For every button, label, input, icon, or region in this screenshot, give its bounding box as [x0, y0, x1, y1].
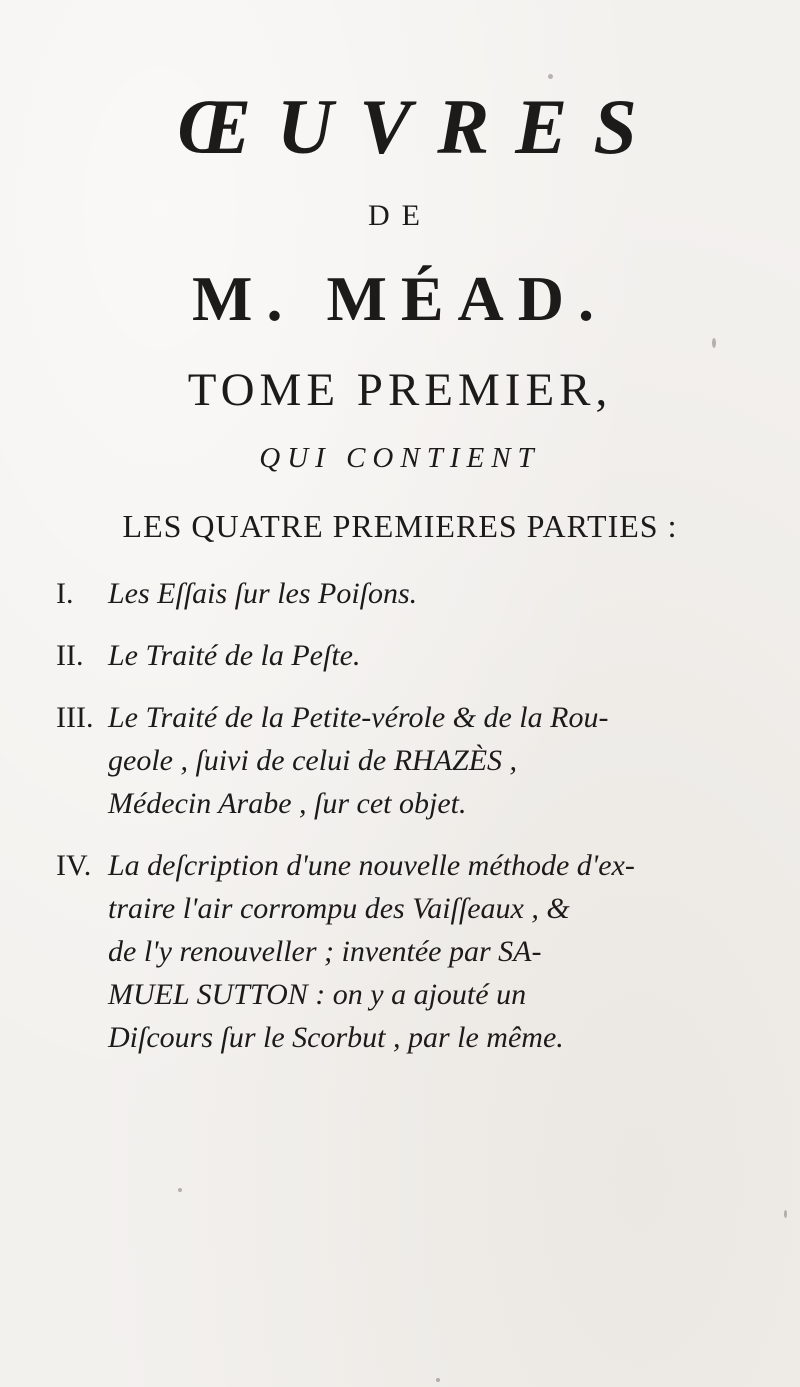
title-preposition: DE: [368, 199, 432, 232]
entry-line: traire l'air corrompu des Vaiſſeaux , &: [108, 892, 570, 925]
contains-heading: QUI CONTIENT: [259, 442, 541, 474]
paper-speck: [178, 1188, 182, 1192]
entry-text: [108, 634, 746, 677]
entry-line: Les Eſſais ſur les Poiſons.: [108, 577, 418, 610]
entry-line: Diſcours ſur le Scorbut , par le même.: [108, 1021, 564, 1054]
entry-line: de l'y renouveller ; inventée par SA-: [108, 935, 542, 968]
contents-entry: [56, 572, 746, 615]
entry-line: MUEL SUTTON : on y a ajouté un: [108, 978, 527, 1011]
entry-text: [108, 696, 746, 825]
contents-entry: [56, 696, 746, 825]
paper-speck: [712, 338, 716, 348]
entry-line: Le Traité de la Petite-vérole & de la Rou-: [108, 701, 609, 734]
entry-line: geole , ſuivi de celui de RHAZÈS ,: [108, 744, 518, 777]
entry-text: [108, 572, 746, 615]
entry-number: III.: [56, 701, 94, 734]
contents-list: [56, 572, 746, 1078]
author-name: M. MÉAD.: [192, 263, 608, 334]
entry-line: La deſcription d'une nouvelle méthode d'ex-: [108, 849, 635, 882]
paper-speck: [548, 74, 553, 79]
contents-entry: [56, 634, 746, 677]
parts-heading: LES QUATRE PREMIERES PARTIES :: [122, 508, 678, 544]
entry-number: IV.: [56, 849, 92, 882]
main-title: ŒUVRES: [177, 83, 663, 170]
volume-title: TOME PREMIER,: [187, 364, 613, 416]
entry-number: I.: [56, 577, 74, 610]
entry-number: II.: [56, 639, 84, 672]
entry-line: Médecin Arabe , ſur cet objet.: [108, 787, 467, 820]
paper-speck: [784, 1210, 787, 1218]
entry-line: Le Traité de la Peſte.: [108, 639, 361, 672]
paper-speck: [436, 1378, 440, 1382]
entry-text: [108, 844, 746, 1059]
contents-entry: [56, 844, 746, 1059]
